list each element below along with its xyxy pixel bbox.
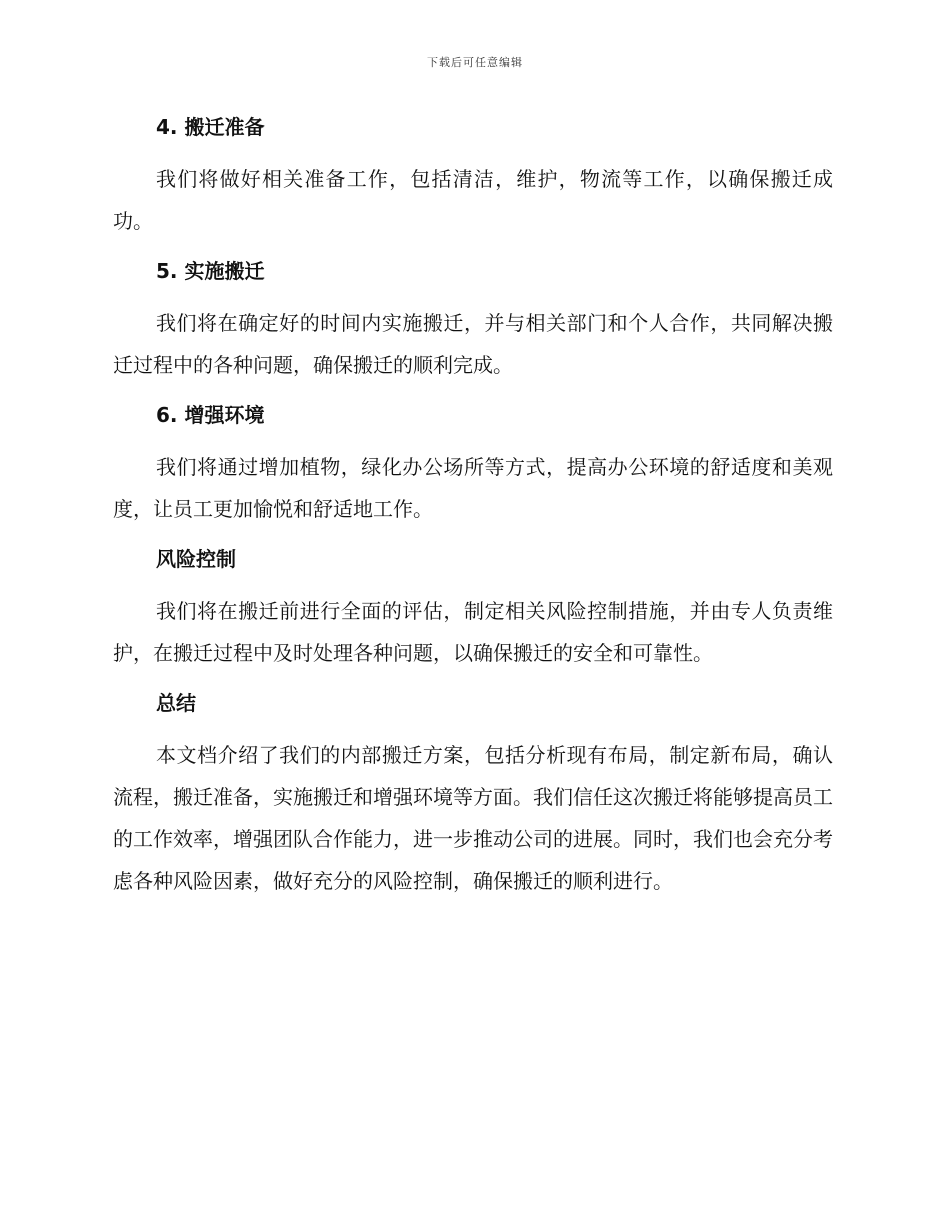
section-risk-control: [113, 542, 833, 674]
section-paragraph: 我们将通过增加植物，绿化办公场所等方式，提高办公环境的舒适度和美观度，让员工更加愉悦和舒适地工作。: [113, 455, 833, 521]
section-heading: 5. 实施搬迁: [156, 259, 265, 283]
document-body: [113, 110, 833, 914]
section-summary: [113, 686, 833, 902]
page-header-note: 下载后可任意编辑: [427, 56, 523, 69]
section-paragraph: 我们将做好相关准备工作，包括清洁，维护，物流等工作，以确保搬迁成功。: [113, 167, 833, 233]
section-paragraph: 本文档介绍了我们的内部搬迁方案，包括分析现有布局，制定新布局，确认流程，搬迁准备，实施搬迁和增强环境等方面。我们信任这次搬迁将能够提高员工的工作效率，增强团队合作能力，进一步推动公司的进展。同时，我们也会充分考虑各种风险因素，做好充分的风险控制，确保搬迁的顺利进行。: [113, 743, 833, 893]
section-implement-moving: [113, 254, 833, 386]
section-paragraph: 我们将在确定好的时间内实施搬迁，并与相关部门和个人合作，共同解决搬迁过程中的各种问题，确保搬迁的顺利完成。: [113, 311, 833, 377]
section-heading: 6. 增强环境: [156, 403, 265, 427]
section-heading: 总结: [156, 691, 196, 715]
section-paragraph: 我们将在搬迁前进行全面的评估，制定相关风险控制措施，并由专人负责维护，在搬迁过程中及时处理各种问题，以确保搬迁的安全和可靠性。: [113, 599, 833, 665]
section-enhance-environment: [113, 398, 833, 530]
section-moving-preparation: [113, 110, 833, 242]
section-heading: 4. 搬迁准备: [156, 115, 265, 139]
section-heading: 风险控制: [156, 547, 236, 571]
